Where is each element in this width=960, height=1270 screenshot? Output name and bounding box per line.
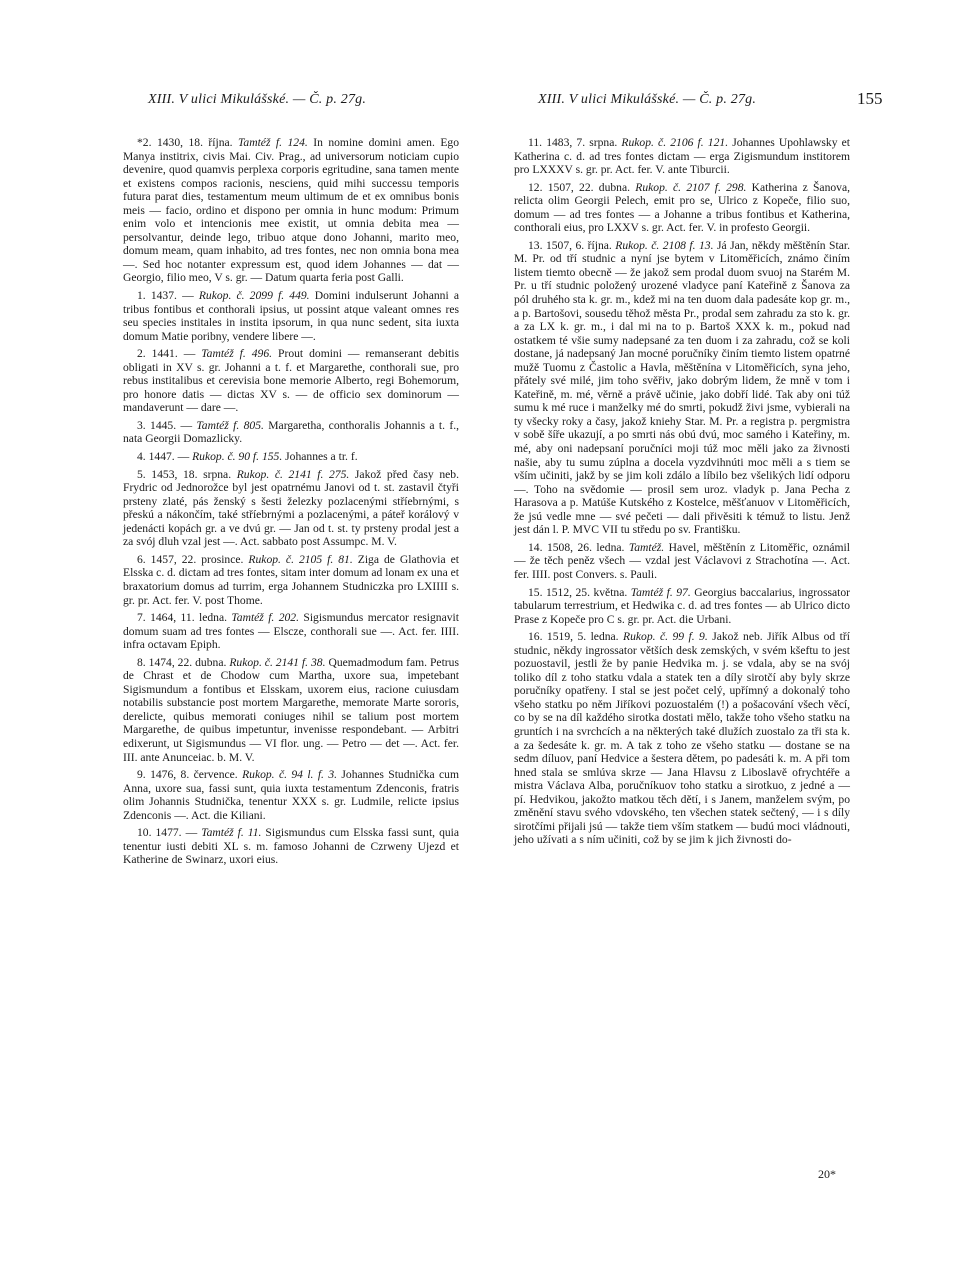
entry-heading: 1. 1437. — bbox=[137, 289, 194, 303]
entry-heading: 15. 1512, 25. května. bbox=[528, 585, 628, 599]
entry-heading: 13. 1507, 6. října. bbox=[528, 238, 612, 252]
entry-text: Jakož před časy neb. Frydric od Jednorožce byl jest opatrnému Janovi od t. st. zastavil čtyři prsteny zlaté, pás ženský s šesti železky pozlacenými stříebrnými, s přeskú a nákončím, také stříebrnými a pozlacenými, a páteř korálový v jedenácti kopách gr. a ve dvú gr. — Jan od t. st. ty prsteny prodal jest a za svój dluh vzal jest —. Act. sabbato post Assumpc. M. V. bbox=[123, 467, 459, 549]
entry-text: Sigismundus mercator resignavit domum suam ad tres fontes — Elscze, conthorali sue —. Act. fer. IIII. infra octavam Epiph. bbox=[123, 611, 459, 652]
entry-text: Prout domini — remanserant debitis obligati in XV s. gr. Johanni a t. f. et Margarethe, conthorali sue, pro rebus institalibus et cerevisia bone memorie Alberto, regi Bohemorum, pro honore datis — dictas XV s. — de officio sex dominorum — mandaverunt — dare —. bbox=[123, 347, 459, 415]
entry-heading: 7. 1464, 11. ledna. bbox=[137, 611, 227, 625]
entry-source-reference: Rukop. č. 2099 f. 449. bbox=[198, 289, 310, 303]
entry-text: Katherina z Šanova, relicta olim Georgii Pelech, emit pro se, Ulrico z Kopeče, filio suo, domum — ad tres fontes — a Johanne a tribus fontibus et Katherina, conthorali eius, pro LXXV s. gr. Act. fer. V. in profesto Georgii. bbox=[514, 180, 850, 235]
record-entry bbox=[123, 468, 459, 549]
entry-text: Johannes a tr. f. bbox=[285, 450, 358, 464]
entry-heading: 4. 1447. — bbox=[137, 450, 190, 464]
record-entry bbox=[123, 826, 459, 867]
entry-text: Ziga de Glathovia et Elsska c. d. dictam ad tres fontes, sitam inter domum ad lonam ex una et braxatorium domus ad turrim, erga Johannem Studniczka pro LXIIII s. gr. pr. Act. fer. V. post Thome. bbox=[123, 552, 459, 607]
entry-text: Johannes Upohlawsky et Katherina c. d. ad tres fontes dictam — erga Zigismundum institorem pro LXXXV s. gr. pr. Act. fer. V. ante Tiburcii. bbox=[514, 136, 850, 177]
right-text-column bbox=[514, 136, 850, 851]
entry-source-reference: Rukop. č. 99 f. 9. bbox=[623, 630, 708, 644]
entry-source-reference: Tamtéž f. 11. bbox=[201, 826, 262, 840]
record-entry bbox=[123, 553, 459, 607]
record-entry bbox=[123, 656, 459, 764]
entry-heading: 11. 1483, 7. srpna. bbox=[528, 136, 618, 149]
entry-heading: 8. 1474, 22. dubna. bbox=[137, 655, 227, 669]
page-number: 155 bbox=[857, 89, 883, 108]
printer-signature-mark: 20* bbox=[818, 1167, 836, 1181]
entry-text: Margaretha, conthoralis Johannis a t. f., nata Georgii Domazlicky. bbox=[123, 418, 460, 446]
entry-text: Sigismundus cum Elsska fassi sunt, quia tenentur iusti debiti XL s. m. famoso Johanni de Czrweny Ujezd et Katherine de Swinarz, uxori eius. bbox=[123, 826, 460, 867]
entry-source-reference: Rukop. č. 94 l. f. 3. bbox=[242, 768, 338, 782]
entry-heading: 9. 1476, 8. července. bbox=[137, 768, 238, 782]
record-entry bbox=[514, 136, 850, 177]
entry-source-reference: Rukop. č. 2106 f. 121. bbox=[621, 136, 729, 149]
left-text-column bbox=[123, 136, 459, 871]
entry-heading: 5. 1453, 18. srpna. bbox=[137, 467, 232, 481]
entry-source-reference: Rukop. č. 2141 f. 38. bbox=[229, 655, 326, 669]
running-header-left: XIII. V ulici Mikulášské. — Č. p. 27g. bbox=[148, 92, 367, 107]
entry-heading: 12. 1507, 22. dubna. bbox=[528, 180, 631, 194]
entry-source-reference: Tamtéž f. 202. bbox=[231, 611, 299, 625]
entry-text: In nomine domini amen. Ego Manya institrix, civis Mai. Civ. Prag., ad universorum noticiam cupio devenire, quod quamvis perplexa corporis egritudine, sana tamen mente et existens compos racionis, nesciens, quid mihi successu temporis futura parat dies, testamentum meum ultimum de et ex omnibus bonis meis — facio, ordino et dispono per omnia in hunc modum: Primum enim volo et intencionis mee existit, ut omnia debita mea — persolvantur, deinde lego, tribuo atque dono Johanni, marito meo, domum meam, quam inhabito, ad tres fontes, nec non omnia bona mea —. Sed hoc notanter expressum est, quod idem Johannes — dat — Georgio, filio meo, V s. gr. — Datum quarta feria post Galli. bbox=[123, 136, 459, 285]
entry-text: Johannes Studnička cum Anna, uxore sua, fassi sunt, quia iuxta testamentum Zdenconis, fratris olim Johannis Studnička, tenentur XXX s. gr. Ludmile, relicte ipsius Zdenconis —. Act. die Kiliani. bbox=[123, 768, 459, 822]
record-entry bbox=[123, 136, 459, 285]
entry-source-reference: Tamtéž f. 124. bbox=[238, 136, 308, 149]
entry-heading: 2. 1441. — bbox=[137, 347, 196, 361]
record-entry bbox=[514, 181, 850, 235]
record-entry bbox=[123, 419, 459, 446]
entry-source-reference: Rukop. č. 2107 f. 298. bbox=[635, 180, 747, 194]
entry-text: Já Jan, někdy měštěnín Star. M. Pr. od tří studnic a nyní jse bytem v Litoměřicích, známo činím listem tiemto obecně — že jakož sem prodal duom svuoj na Starém M. Pr. u tří studnic položený urozené vladyce paní Kateřině z Šanova za pól druhého sta k. gr. m., kdež mi na ten duom dala padesáte kop gr. m., a p. Bartošovi, sousedu těhož města Pr., prodal sem zahradu za sto k. gr. a za LX k. gr. m., i dal mi na to p. Bartoš XXX k. m., pokud nad ostatkem té všie sumy nadepsané za ten duom i za zahradu, což se koli dostane, já nadepsaný Jan mocné poručníky činím tiemto listem opatrné mužě Tuomu z Častolic a Havla, měštěnína v Litoměřicích, syna jeho, přátely své milé, jim toho svěřiv, jako dobrým lidem, že mně v tom i Kateřině, m. mé, věrně a právě učinie, jako dobří lidé. Tak aby oni túž sumu k mé ruce i manželky mé do smrti, pokudž živi jsme, vybierali na ty všecky roky a časy, jakož kniehy Star. M. Pr. a registra p. pergmistra v sobě šíře ukazují, a po smrti nás obú dvú, moc samého i Kateřiny, m. mé, aby oni nadepsaní poručníci moji túž moc měli jako za živnosti našie, aby tu sumu zúplna a docela vyzdvihnúti moc měli a s tiem se vším učiniti, jakž by se jim koli zdálo a líbilo bez všelikých lidí odporu —. Toho na svědomie — prosil sem uroz. vladyk p. Jana Pecha z Harasova a p. Matúše Kutského z Kostelce, měšťanuov v Litoměřicích, že jsú vedle mne — své pečeti — dali přivěsiti k témuž to listu. Jenž jest dán l. P. MVC VII tu středu po sv. Františku. bbox=[514, 238, 850, 537]
entry-source-reference: Tamtéž f. 496. bbox=[201, 347, 273, 361]
record-entry bbox=[514, 541, 850, 582]
entry-source-reference: Rukop. č. 2105 f. 81. bbox=[248, 552, 353, 566]
record-entry bbox=[123, 768, 459, 822]
entry-source-reference: Rukop. č. 2108 f. 13. bbox=[615, 238, 714, 252]
record-entry bbox=[123, 347, 459, 415]
entry-text: Georgius baccalarius, ingrossator tabularum terrestrium, et Hedwika c. d. ad tres fontes — ab Ulrico dicto Prase z Kopeče pro C s. gr. pr. Act. die Urbani. bbox=[514, 585, 850, 626]
entry-text: Quemadmodum fam. Petrus de Chrast et de Chodow cum Martha, uxore sua, impetebant Sigismundum a fontibus et Elsskam, uxorem eius, racione cuiusdam notabilis substancie post mortem Margarethe, memorate Marte sororis, derelicte, quibus memorati coniuges nihil se talium post mortem Margarethe, de quibus impetuntur, invenisse respondebant. — Arbitri edixerunt, ut Sigismundus — VI flor. ung. — Petro — det —. Act. fer. III. ante Anunceiac. b. M. V. bbox=[123, 655, 459, 764]
record-entry bbox=[123, 611, 459, 652]
entry-text: Domini indulserunt Johanni a tribus fontibus et conthorali ipsius, ut possint atque valeant omnes res seu species institales in instita ipsorum, in qua nunc sedent, sita iuxta domum Matie poribny, vendere libere —. bbox=[123, 289, 459, 343]
record-entry bbox=[514, 586, 850, 627]
entry-source-reference: Tamtéž. bbox=[628, 540, 665, 554]
entry-heading: 10. 1477. — bbox=[137, 826, 198, 840]
entry-source-reference: Tamtéž f. 97. bbox=[630, 585, 691, 599]
entry-source-reference: Tamtéž f. 805. bbox=[196, 418, 264, 432]
entry-source-reference: Rukop. č. 90 f. 155. bbox=[192, 450, 283, 464]
entry-heading: 6. 1457, 22. prosince. bbox=[137, 552, 244, 566]
record-entry bbox=[123, 289, 459, 343]
entry-text: Jakož neb. Jiřík Albus od tří studnic, někdy ingrossator větších desk zemských, v svém kšeftu to jest pozuostavil, jestli že by panie Hedvika m. j. se vdala, aby se na svój toliko díl z toho statku vdala a statek ten a díly sirotčí aby byly skrze poručníky opatřeny. I stal se jest počet celý, upřímný a dokonalý toho všeho statku po něm Jiříkovi pozuostalém (!) a pošacování všech věcí, co by se na díl každého sirotka dostati mělo, takže toho všeho statku na gruntích i na svrchcích a na některých také dlužích zuostalo za tři sta k. a za šedesáte k. gr. m. A tak z toho ze všeho statku — dostane se na sedm díluov, paní Hedvice a šestera dětem, po padesáti k. m. A při tom hned stala se smlúva skrze — Jana Hlavsu z Liboslavě ofrychtéře a mistra Václava Alba, poručníkuov toho statku a sirotkuo, z jedné a — pí. Hedvikou, jakožto matkou těch dětí, i s Janem, manželem svým, po změnění stavu svého vdovského, ten všechen statek sečtený, — i s díly sirotčími přijali jsú — takže tiem vším statkem — budú moci vládnouti, jeho užívati a s ním učiniti, což by se jim k jich živnosti do- bbox=[514, 630, 850, 847]
record-entry bbox=[123, 450, 459, 464]
entry-text: Havel, měštěnín z Litoměřic, oznámil — že těch peněz všech — vzdal jest Václavovi z Strachotína —. Act. fer. IIII. post Convers. s. Pauli. bbox=[514, 540, 850, 581]
record-entry bbox=[514, 239, 850, 537]
entry-source-reference: Rukop. č. 2141 f. 275. bbox=[236, 467, 350, 481]
entry-heading: 14. 1508, 26. ledna. bbox=[528, 540, 625, 554]
record-entry bbox=[514, 630, 850, 847]
entry-heading: 3. 1445. — bbox=[137, 418, 193, 432]
entry-heading: *2. 1430, 18. října. bbox=[137, 136, 233, 149]
entry-heading: 16. 1519, 5. ledna. bbox=[528, 630, 619, 644]
running-header-right: XIII. V ulici Mikulášské. — Č. p. 27g. bbox=[538, 92, 757, 107]
